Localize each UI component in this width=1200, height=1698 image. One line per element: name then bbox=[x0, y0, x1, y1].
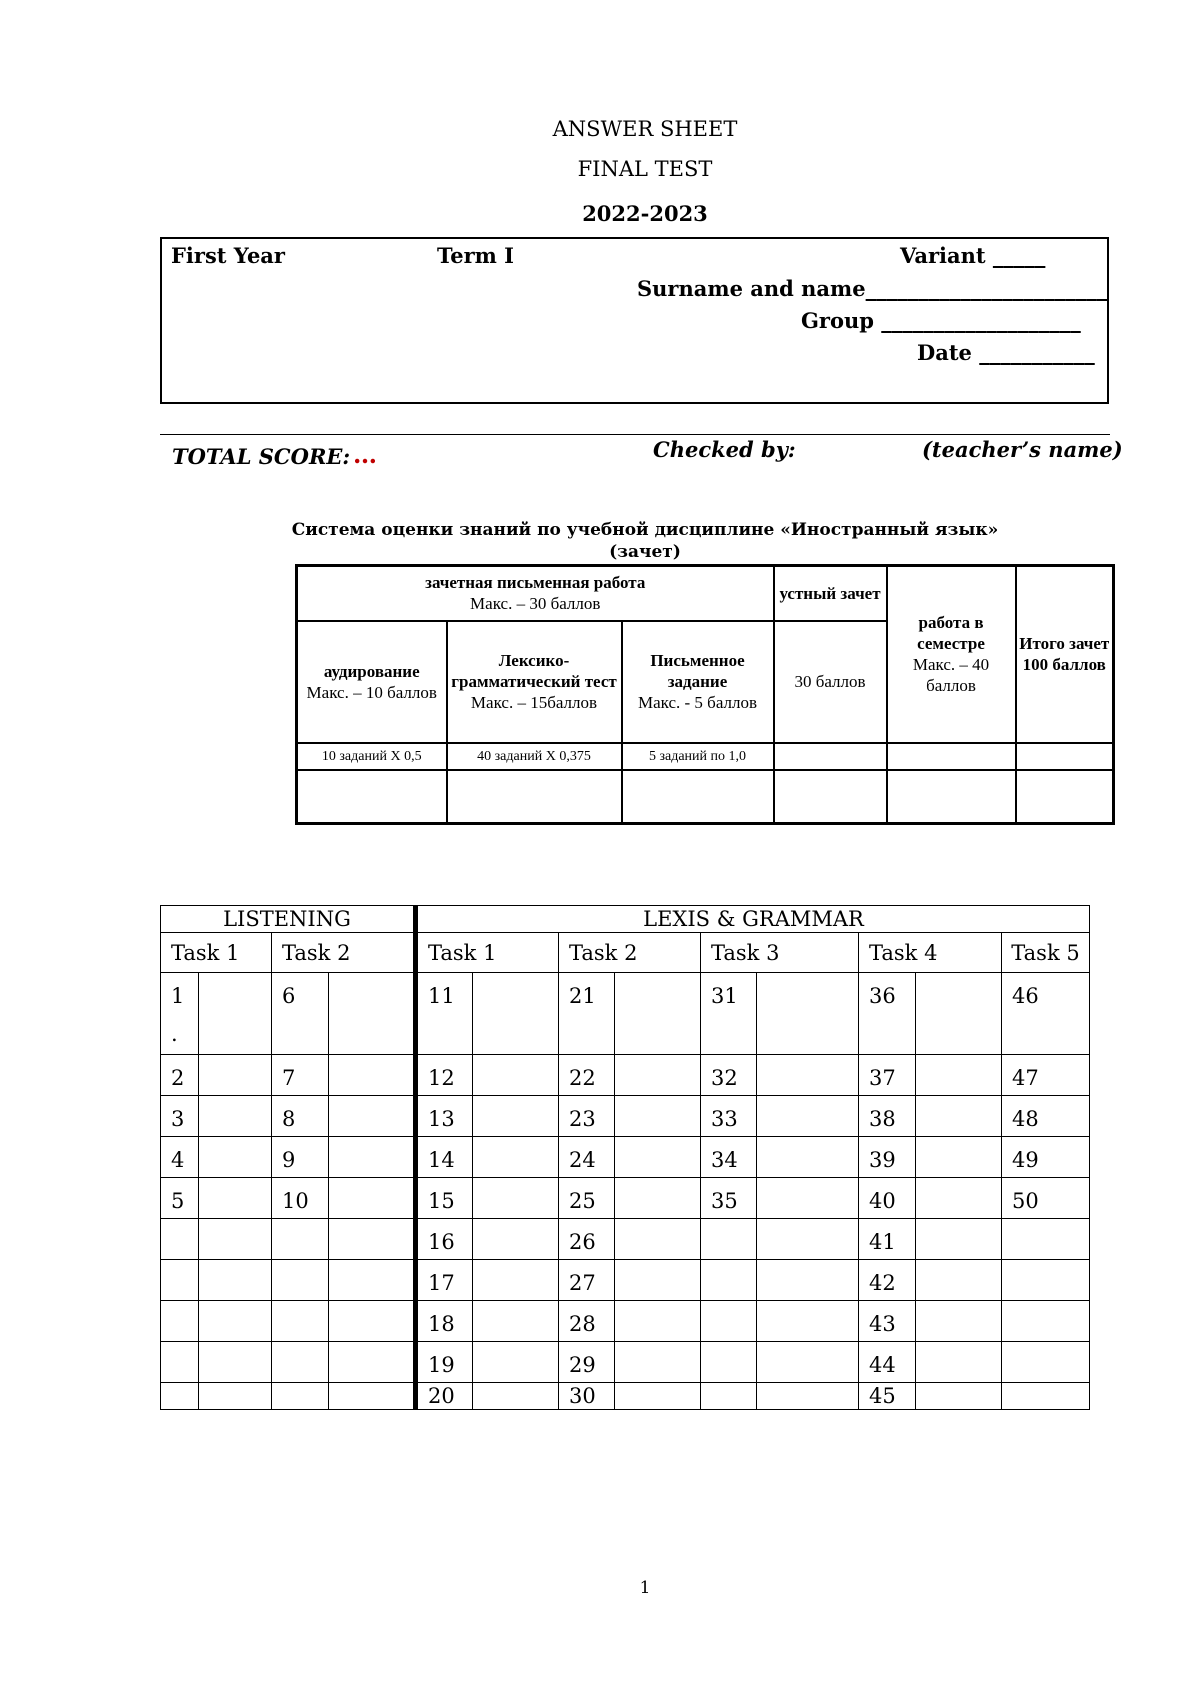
answer-cell[interactable] bbox=[329, 1383, 416, 1410]
question-number: 16 bbox=[416, 1219, 473, 1260]
group-field[interactable]: Group ___________________ bbox=[801, 308, 1081, 333]
question-number: 39 bbox=[859, 1137, 916, 1178]
question-number: 21 bbox=[559, 973, 615, 1055]
question-number bbox=[701, 1260, 757, 1301]
answer-cell[interactable] bbox=[757, 1260, 859, 1301]
answer-cell[interactable] bbox=[757, 1219, 859, 1260]
answer-cell[interactable] bbox=[916, 973, 1002, 1055]
answer-cell[interactable] bbox=[757, 1342, 859, 1383]
question-number: 46 bbox=[1002, 973, 1090, 1055]
question-number bbox=[1002, 1301, 1090, 1342]
question-number: 31 bbox=[701, 973, 757, 1055]
question-number: 38 bbox=[859, 1096, 916, 1137]
answer-cell[interactable] bbox=[329, 973, 416, 1055]
total-header: Итого зачет 100 баллов bbox=[1016, 566, 1114, 743]
total-score-label: TOTAL SCORE: bbox=[172, 444, 351, 469]
question-number: 14 bbox=[416, 1137, 473, 1178]
answer-cell[interactable] bbox=[916, 1137, 1002, 1178]
listening-formula: 10 заданий Х 0,5 bbox=[297, 743, 447, 770]
question-number: 8 bbox=[272, 1096, 329, 1137]
question-number bbox=[1002, 1383, 1090, 1410]
question-number bbox=[272, 1301, 329, 1342]
question-number: 33 bbox=[701, 1096, 757, 1137]
answer-cell[interactable] bbox=[757, 1096, 859, 1137]
answer-cell[interactable] bbox=[757, 1301, 859, 1342]
total-score-value: … bbox=[353, 440, 377, 469]
question-number: 10 bbox=[272, 1178, 329, 1219]
question-number: 36 bbox=[859, 973, 916, 1055]
course-label: First Year bbox=[171, 243, 285, 268]
answer-cell[interactable] bbox=[329, 1137, 416, 1178]
grade-cell[interactable] bbox=[447, 770, 622, 824]
grading-caption-sub: (зачет) bbox=[609, 542, 681, 562]
answer-cell[interactable] bbox=[916, 1178, 1002, 1219]
answer-cell[interactable] bbox=[199, 1342, 272, 1383]
semester-work-header: работа в семестре Макс. – 40 баллов bbox=[887, 566, 1016, 743]
answer-cell[interactable] bbox=[199, 1096, 272, 1137]
question-number: 3 bbox=[161, 1096, 199, 1137]
answer-cell[interactable] bbox=[199, 1055, 272, 1096]
writing-header: Письменное задание Макс. - 5 баллов bbox=[622, 621, 774, 743]
grading-table bbox=[295, 564, 1115, 825]
term-label: Term I bbox=[437, 243, 514, 268]
answer-cell[interactable] bbox=[199, 973, 272, 1055]
question-number bbox=[272, 1260, 329, 1301]
question-number: 4 bbox=[161, 1137, 199, 1178]
answer-cell[interactable] bbox=[615, 1383, 701, 1410]
answer-cell[interactable] bbox=[329, 1219, 416, 1260]
question-number: 12 bbox=[416, 1055, 473, 1096]
task-header: Task 2 bbox=[559, 933, 701, 973]
question-number bbox=[1002, 1260, 1090, 1301]
answer-cell[interactable] bbox=[615, 1137, 701, 1178]
answer-cell[interactable] bbox=[757, 1178, 859, 1219]
question-number: 50 bbox=[1002, 1178, 1090, 1219]
answer-cell[interactable] bbox=[757, 1055, 859, 1096]
grade-cell[interactable] bbox=[297, 770, 447, 824]
sheet-title: ANSWER SHEET bbox=[552, 117, 738, 141]
question-number bbox=[161, 973, 199, 1055]
lexis-grammar-section-header: LEXIS & GRAMMAR bbox=[416, 906, 1090, 933]
academic-year: 2022-2023 bbox=[582, 201, 708, 226]
answer-cell[interactable] bbox=[473, 1055, 559, 1096]
answer-cell[interactable] bbox=[615, 1260, 701, 1301]
answer-cell[interactable] bbox=[473, 1301, 559, 1342]
question-number bbox=[701, 1342, 757, 1383]
question-number: 26 bbox=[559, 1219, 615, 1260]
answer-cell[interactable] bbox=[473, 1137, 559, 1178]
answer-cell[interactable] bbox=[916, 1342, 1002, 1383]
answer-cell[interactable] bbox=[329, 1178, 416, 1219]
question-number: 29 bbox=[559, 1342, 615, 1383]
question-number bbox=[161, 1260, 199, 1301]
question-number: 42 bbox=[859, 1260, 916, 1301]
answer-cell[interactable] bbox=[199, 1260, 272, 1301]
question-number bbox=[1002, 1342, 1090, 1383]
question-number bbox=[1002, 1219, 1090, 1260]
answer-cell[interactable] bbox=[199, 1137, 272, 1178]
question-number: 37 bbox=[859, 1055, 916, 1096]
listening-header: аудирование Макс. – 10 баллов bbox=[297, 621, 447, 743]
question-number: 32 bbox=[701, 1055, 757, 1096]
answer-cell[interactable] bbox=[916, 1055, 1002, 1096]
answer-grid bbox=[160, 905, 1090, 1410]
question-number: 27 bbox=[559, 1260, 615, 1301]
writing-formula: 5 заданий по 1,0 bbox=[622, 743, 774, 770]
answer-cell[interactable] bbox=[473, 1219, 559, 1260]
grade-cell[interactable] bbox=[887, 770, 1016, 824]
question-number: 23 bbox=[559, 1096, 615, 1137]
oral-points: 30 баллов bbox=[774, 621, 887, 743]
oral-test-header: устный зачет bbox=[774, 566, 887, 621]
answer-cell[interactable] bbox=[615, 1096, 701, 1137]
question-number-dot: . bbox=[171, 1022, 178, 1046]
task-header: Task 3 bbox=[701, 933, 859, 973]
question-number: 30 bbox=[559, 1383, 615, 1410]
question-number: 28 bbox=[559, 1301, 615, 1342]
answer-cell[interactable] bbox=[329, 1342, 416, 1383]
question-number: 17 bbox=[416, 1260, 473, 1301]
question-number: 49 bbox=[1002, 1137, 1090, 1178]
answer-cell[interactable] bbox=[473, 1178, 559, 1219]
answer-cell[interactable] bbox=[916, 1096, 1002, 1137]
answer-cell[interactable] bbox=[473, 1383, 559, 1410]
grade-cell[interactable] bbox=[774, 743, 887, 770]
lexgram-formula: 40 заданий Х 0,375 bbox=[447, 743, 622, 770]
question-number bbox=[701, 1383, 757, 1410]
grade-cell[interactable] bbox=[774, 770, 887, 824]
question-number: 13 bbox=[416, 1096, 473, 1137]
checked-by-label: Checked by: bbox=[653, 437, 796, 462]
question-number bbox=[161, 1383, 199, 1410]
question-number bbox=[272, 1219, 329, 1260]
answer-cell[interactable] bbox=[615, 1055, 701, 1096]
listening-section-header: LISTENING bbox=[161, 906, 416, 933]
answer-cell[interactable] bbox=[615, 1219, 701, 1260]
grade-cell[interactable] bbox=[887, 743, 1016, 770]
answer-cell[interactable] bbox=[916, 1219, 1002, 1260]
question-number: 7 bbox=[272, 1055, 329, 1096]
answer-cell[interactable] bbox=[199, 1219, 272, 1260]
question-number: 6 bbox=[272, 973, 329, 1055]
answer-cell[interactable] bbox=[615, 1178, 701, 1219]
answer-cell[interactable] bbox=[199, 1178, 272, 1219]
question-number: 5 bbox=[161, 1178, 199, 1219]
question-number: 20 bbox=[416, 1383, 473, 1410]
task-header: Task 1 bbox=[161, 933, 272, 973]
task-header: Task 2 bbox=[272, 933, 416, 973]
answer-cell[interactable] bbox=[615, 1342, 701, 1383]
answer-cell[interactable] bbox=[473, 1096, 559, 1137]
grade-cell[interactable] bbox=[1016, 770, 1114, 824]
question-number: 48 bbox=[1002, 1096, 1090, 1137]
lexgram-header: Лексико-грамматический тест Макс. – 15баллов bbox=[447, 621, 622, 743]
question-number bbox=[272, 1342, 329, 1383]
answer-cell[interactable] bbox=[473, 1260, 559, 1301]
teacher-name-label: (teacher’s name) bbox=[922, 437, 1123, 462]
question-number: 9 bbox=[272, 1137, 329, 1178]
answer-cell[interactable] bbox=[916, 1260, 1002, 1301]
answer-cell[interactable] bbox=[916, 1383, 1002, 1410]
test-name: FINAL TEST bbox=[577, 157, 713, 181]
page-number: 1 bbox=[639, 1578, 651, 1598]
answer-cell[interactable] bbox=[757, 1383, 859, 1410]
question-number: 18 bbox=[416, 1301, 473, 1342]
question-number: 45 bbox=[859, 1383, 916, 1410]
answer-cell[interactable] bbox=[199, 1383, 272, 1410]
answer-cell[interactable] bbox=[329, 1055, 416, 1096]
question-number bbox=[161, 1219, 199, 1260]
question-number: 44 bbox=[859, 1342, 916, 1383]
written-work-header: зачетная письменная работа Макс. – 30 баллов bbox=[297, 566, 774, 621]
answer-cell[interactable] bbox=[329, 1301, 416, 1342]
task-header: Task 4 bbox=[859, 933, 1002, 973]
question-number: 41 bbox=[859, 1219, 916, 1260]
question-number bbox=[161, 1342, 199, 1383]
question-number: 22 bbox=[559, 1055, 615, 1096]
question-number: 24 bbox=[559, 1137, 615, 1178]
question-number: 15 bbox=[416, 1178, 473, 1219]
question-number: 40 bbox=[859, 1178, 916, 1219]
question-number: 2 bbox=[161, 1055, 199, 1096]
question-number: 43 bbox=[859, 1301, 916, 1342]
grade-cell[interactable] bbox=[622, 770, 774, 824]
score-divider bbox=[160, 434, 1110, 435]
answer-cell[interactable] bbox=[473, 1342, 559, 1383]
answer-cell[interactable] bbox=[757, 973, 859, 1055]
question-number: 34 bbox=[701, 1137, 757, 1178]
question-number: 35 bbox=[701, 1178, 757, 1219]
answer-cell[interactable] bbox=[199, 1301, 272, 1342]
question-number bbox=[701, 1301, 757, 1342]
question-number bbox=[701, 1219, 757, 1260]
variant-field[interactable]: Variant _____ bbox=[900, 243, 1046, 268]
question-number: 19 bbox=[416, 1342, 473, 1383]
question-number: 11 bbox=[416, 973, 473, 1055]
answer-cell[interactable] bbox=[757, 1137, 859, 1178]
question-number: 47 bbox=[1002, 1055, 1090, 1096]
task-header: Task 5 bbox=[1002, 933, 1090, 973]
surname-field[interactable]: Surname and name_______________________ bbox=[637, 276, 1108, 301]
question-number: 25 bbox=[559, 1178, 615, 1219]
date-field[interactable]: Date ___________ bbox=[917, 340, 1095, 365]
question-number-text: 1 bbox=[171, 984, 185, 1008]
grading-caption: Система оценки знаний по учебной дисциплине «Иностранный язык» bbox=[291, 520, 999, 540]
task-header: Task 1 bbox=[416, 933, 559, 973]
question-number bbox=[161, 1301, 199, 1342]
grade-cell[interactable] bbox=[1016, 743, 1114, 770]
answer-cell[interactable] bbox=[473, 973, 559, 1055]
answer-cell[interactable] bbox=[615, 1301, 701, 1342]
answer-cell[interactable] bbox=[615, 973, 701, 1055]
answer-cell[interactable] bbox=[916, 1301, 1002, 1342]
answer-cell[interactable] bbox=[329, 1096, 416, 1137]
answer-cell[interactable] bbox=[329, 1260, 416, 1301]
question-number bbox=[272, 1383, 329, 1410]
